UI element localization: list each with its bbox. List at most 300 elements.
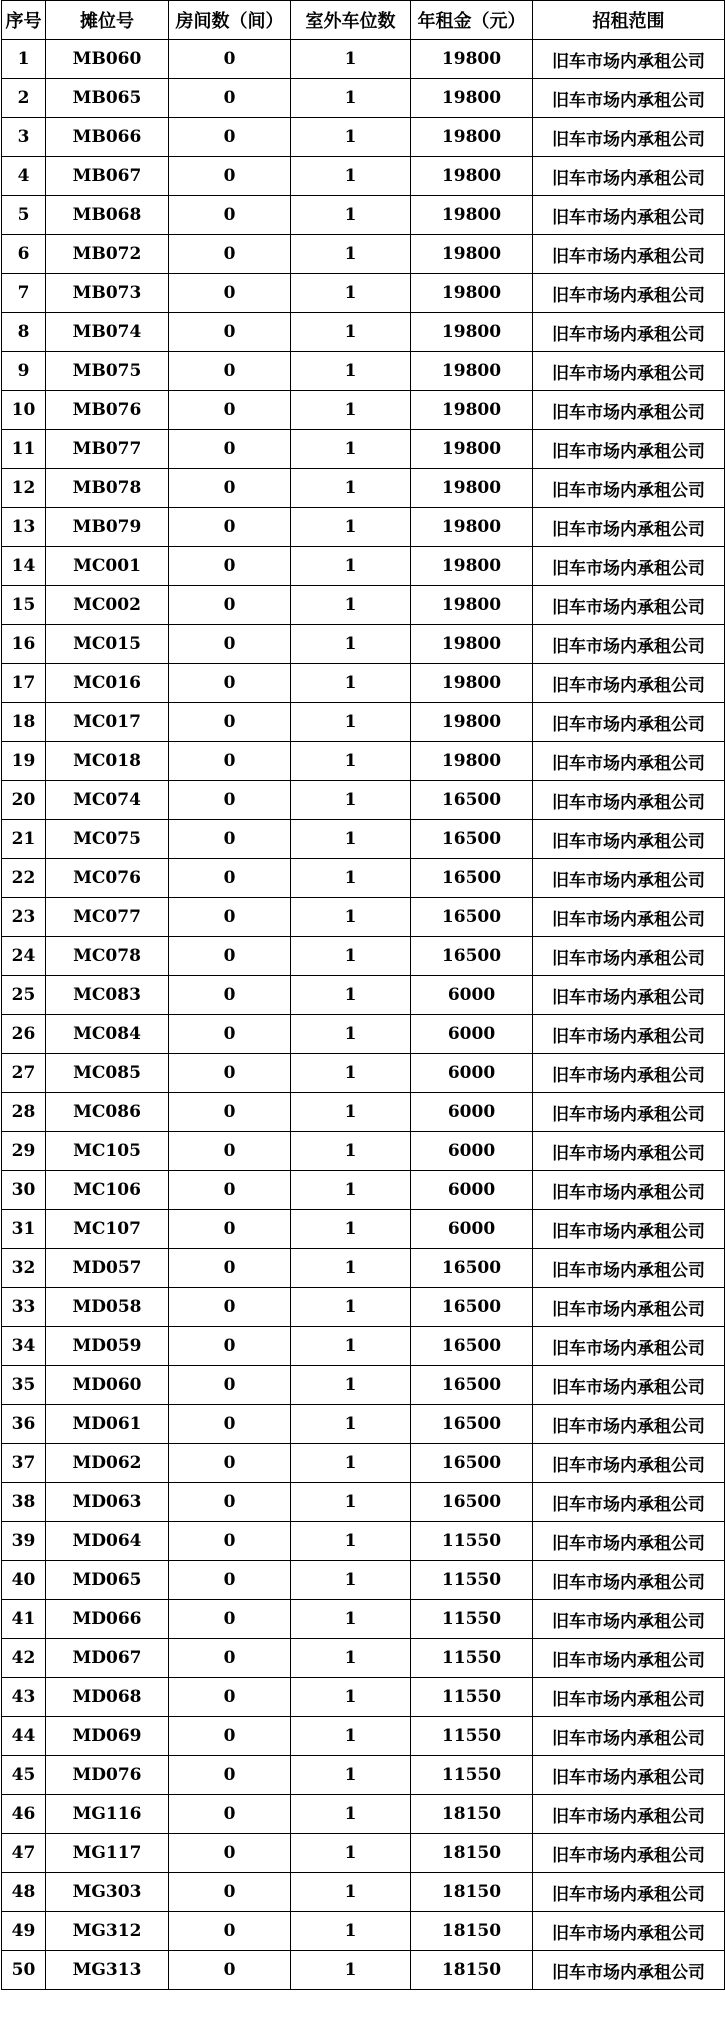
cell-index: 45 [2, 1756, 46, 1795]
cell-rental-scope: 旧车市场内承租公司 [533, 1366, 725, 1405]
cell-stall-number: MC085 [46, 1054, 169, 1093]
table-row [2, 235, 725, 274]
cell-outdoor-parking: 1 [291, 1015, 411, 1054]
cell-index: 10 [2, 391, 46, 430]
cell-room-count: 0 [169, 196, 291, 235]
cell-index: 24 [2, 937, 46, 976]
table-row [2, 898, 725, 937]
cell-stall-number: MD060 [46, 1366, 169, 1405]
table-row [2, 79, 725, 118]
cell-outdoor-parking: 1 [291, 1444, 411, 1483]
cell-rental-scope: 旧车市场内承租公司 [533, 1912, 725, 1951]
cell-annual-rent: 16500 [411, 1366, 533, 1405]
cell-room-count: 0 [169, 1015, 291, 1054]
table-row [2, 1912, 725, 1951]
cell-annual-rent: 11550 [411, 1717, 533, 1756]
cell-stall-number: MD066 [46, 1600, 169, 1639]
table-row [2, 742, 725, 781]
cell-outdoor-parking: 1 [291, 625, 411, 664]
cell-stall-number: MD064 [46, 1522, 169, 1561]
cell-rental-scope: 旧车市场内承租公司 [533, 703, 725, 742]
cell-stall-number: MB076 [46, 391, 169, 430]
table-row [2, 1288, 725, 1327]
cell-index: 29 [2, 1132, 46, 1171]
table-row [2, 1639, 725, 1678]
cell-outdoor-parking: 1 [291, 1756, 411, 1795]
cell-room-count: 0 [169, 1600, 291, 1639]
cell-stall-number: MC086 [46, 1093, 169, 1132]
cell-annual-rent: 6000 [411, 1054, 533, 1093]
cell-stall-number: MC078 [46, 937, 169, 976]
table-row [2, 274, 725, 313]
cell-room-count: 0 [169, 1639, 291, 1678]
cell-rental-scope: 旧车市场内承租公司 [533, 1405, 725, 1444]
cell-annual-rent: 11550 [411, 1561, 533, 1600]
cell-annual-rent: 19800 [411, 235, 533, 274]
cell-room-count: 0 [169, 391, 291, 430]
cell-rental-scope: 旧车市场内承租公司 [533, 352, 725, 391]
cell-rental-scope: 旧车市场内承租公司 [533, 1873, 725, 1912]
cell-room-count: 0 [169, 937, 291, 976]
header-rental-scope: 招租范围 [533, 1, 725, 40]
cell-room-count: 0 [169, 742, 291, 781]
cell-stall-number: MG117 [46, 1834, 169, 1873]
cell-index: 14 [2, 547, 46, 586]
table-row [2, 1210, 725, 1249]
cell-stall-number: MD063 [46, 1483, 169, 1522]
table-row [2, 1873, 725, 1912]
cell-annual-rent: 16500 [411, 820, 533, 859]
cell-rental-scope: 旧车市场内承租公司 [533, 1093, 725, 1132]
cell-annual-rent: 16500 [411, 1444, 533, 1483]
cell-index: 38 [2, 1483, 46, 1522]
table-row [2, 547, 725, 586]
cell-room-count: 0 [169, 1717, 291, 1756]
cell-rental-scope: 旧车市场内承租公司 [533, 1717, 725, 1756]
cell-stall-number: MD069 [46, 1717, 169, 1756]
cell-room-count: 0 [169, 157, 291, 196]
table-row [2, 157, 725, 196]
cell-room-count: 0 [169, 1093, 291, 1132]
cell-room-count: 0 [169, 1483, 291, 1522]
header-room-count: 房间数（间） [169, 1, 291, 40]
cell-stall-number: MC002 [46, 586, 169, 625]
header-outdoor-parking: 室外车位数 [291, 1, 411, 40]
cell-rental-scope: 旧车市场内承租公司 [533, 313, 725, 352]
table-row [2, 430, 725, 469]
cell-annual-rent: 19800 [411, 703, 533, 742]
cell-index: 5 [2, 196, 46, 235]
cell-annual-rent: 19800 [411, 40, 533, 79]
cell-index: 11 [2, 430, 46, 469]
cell-index: 30 [2, 1171, 46, 1210]
cell-stall-number: MB077 [46, 430, 169, 469]
cell-index: 35 [2, 1366, 46, 1405]
cell-annual-rent: 19800 [411, 157, 533, 196]
cell-annual-rent: 11550 [411, 1639, 533, 1678]
cell-index: 2 [2, 79, 46, 118]
cell-rental-scope: 旧车市场内承租公司 [533, 274, 725, 313]
table-row [2, 1834, 725, 1873]
cell-stall-number: MC017 [46, 703, 169, 742]
cell-outdoor-parking: 1 [291, 1678, 411, 1717]
cell-stall-number: MB079 [46, 508, 169, 547]
cell-rental-scope: 旧车市场内承租公司 [533, 1522, 725, 1561]
cell-room-count: 0 [169, 820, 291, 859]
cell-stall-number: MD058 [46, 1288, 169, 1327]
cell-annual-rent: 19800 [411, 274, 533, 313]
cell-index: 39 [2, 1522, 46, 1561]
cell-outdoor-parking: 1 [291, 937, 411, 976]
cell-room-count: 0 [169, 625, 291, 664]
cell-outdoor-parking: 1 [291, 781, 411, 820]
cell-stall-number: MB075 [46, 352, 169, 391]
cell-annual-rent: 18150 [411, 1834, 533, 1873]
header-index: 序号 [2, 1, 46, 40]
table-row [2, 40, 725, 79]
cell-index: 36 [2, 1405, 46, 1444]
cell-stall-number: MD059 [46, 1327, 169, 1366]
table-row [2, 781, 725, 820]
cell-annual-rent: 6000 [411, 1093, 533, 1132]
cell-room-count: 0 [169, 1951, 291, 1990]
cell-stall-number: MC001 [46, 547, 169, 586]
table-row [2, 1054, 725, 1093]
table-row [2, 820, 725, 859]
cell-rental-scope: 旧车市场内承租公司 [533, 664, 725, 703]
cell-index: 42 [2, 1639, 46, 1678]
cell-rental-scope: 旧车市场内承租公司 [533, 1639, 725, 1678]
table-row [2, 703, 725, 742]
cell-annual-rent: 6000 [411, 1015, 533, 1054]
cell-room-count: 0 [169, 664, 291, 703]
cell-index: 27 [2, 1054, 46, 1093]
cell-index: 31 [2, 1210, 46, 1249]
cell-stall-number: MD061 [46, 1405, 169, 1444]
cell-index: 1 [2, 40, 46, 79]
cell-stall-number: MG313 [46, 1951, 169, 1990]
cell-stall-number: MB067 [46, 157, 169, 196]
table-row [2, 625, 725, 664]
table-row [2, 1600, 725, 1639]
cell-room-count: 0 [169, 469, 291, 508]
cell-stall-number: MC083 [46, 976, 169, 1015]
cell-outdoor-parking: 1 [291, 1873, 411, 1912]
table-row [2, 313, 725, 352]
table-row [2, 1327, 725, 1366]
cell-outdoor-parking: 1 [291, 898, 411, 937]
cell-annual-rent: 18150 [411, 1873, 533, 1912]
cell-rental-scope: 旧车市场内承租公司 [533, 118, 725, 157]
cell-outdoor-parking: 1 [291, 79, 411, 118]
cell-room-count: 0 [169, 1327, 291, 1366]
cell-stall-number: MB068 [46, 196, 169, 235]
table-row [2, 1015, 725, 1054]
cell-rental-scope: 旧车市场内承租公司 [533, 1951, 725, 1990]
cell-index: 19 [2, 742, 46, 781]
cell-stall-number: MB074 [46, 313, 169, 352]
cell-outdoor-parking: 1 [291, 157, 411, 196]
cell-rental-scope: 旧车市场内承租公司 [533, 742, 725, 781]
cell-rental-scope: 旧车市场内承租公司 [533, 820, 725, 859]
cell-index: 37 [2, 1444, 46, 1483]
cell-outdoor-parking: 1 [291, 1483, 411, 1522]
cell-room-count: 0 [169, 79, 291, 118]
cell-rental-scope: 旧车市场内承租公司 [533, 1600, 725, 1639]
cell-index: 46 [2, 1795, 46, 1834]
table-row [2, 937, 725, 976]
cell-outdoor-parking: 1 [291, 742, 411, 781]
cell-index: 40 [2, 1561, 46, 1600]
cell-rental-scope: 旧车市场内承租公司 [533, 1756, 725, 1795]
cell-index: 28 [2, 1093, 46, 1132]
cell-stall-number: MD076 [46, 1756, 169, 1795]
cell-outdoor-parking: 1 [291, 547, 411, 586]
cell-annual-rent: 16500 [411, 1405, 533, 1444]
cell-room-count: 0 [169, 898, 291, 937]
cell-annual-rent: 19800 [411, 547, 533, 586]
cell-outdoor-parking: 1 [291, 664, 411, 703]
cell-stall-number: MB078 [46, 469, 169, 508]
cell-room-count: 0 [169, 586, 291, 625]
table-row [2, 352, 725, 391]
cell-rental-scope: 旧车市场内承租公司 [533, 1834, 725, 1873]
cell-index: 48 [2, 1873, 46, 1912]
cell-room-count: 0 [169, 1132, 291, 1171]
cell-rental-scope: 旧车市场内承租公司 [533, 1171, 725, 1210]
table-body [2, 40, 725, 1990]
cell-rental-scope: 旧车市场内承租公司 [533, 625, 725, 664]
cell-room-count: 0 [169, 235, 291, 274]
cell-index: 6 [2, 235, 46, 274]
cell-index: 3 [2, 118, 46, 157]
table-row [2, 1756, 725, 1795]
cell-outdoor-parking: 1 [291, 40, 411, 79]
cell-index: 15 [2, 586, 46, 625]
cell-index: 16 [2, 625, 46, 664]
cell-annual-rent: 19800 [411, 430, 533, 469]
cell-index: 9 [2, 352, 46, 391]
cell-outdoor-parking: 1 [291, 235, 411, 274]
cell-outdoor-parking: 1 [291, 1327, 411, 1366]
cell-outdoor-parking: 1 [291, 1366, 411, 1405]
cell-outdoor-parking: 1 [291, 1951, 411, 1990]
table-row [2, 1678, 725, 1717]
cell-outdoor-parking: 1 [291, 976, 411, 1015]
cell-outdoor-parking: 1 [291, 1405, 411, 1444]
cell-room-count: 0 [169, 1561, 291, 1600]
cell-stall-number: MD068 [46, 1678, 169, 1717]
cell-stall-number: MC107 [46, 1210, 169, 1249]
cell-rental-scope: 旧车市场内承租公司 [533, 1132, 725, 1171]
table-row [2, 859, 725, 898]
cell-stall-number: MC018 [46, 742, 169, 781]
cell-stall-number: MG116 [46, 1795, 169, 1834]
cell-room-count: 0 [169, 1288, 291, 1327]
cell-index: 47 [2, 1834, 46, 1873]
cell-outdoor-parking: 1 [291, 859, 411, 898]
cell-stall-number: MC077 [46, 898, 169, 937]
cell-index: 33 [2, 1288, 46, 1327]
cell-index: 23 [2, 898, 46, 937]
cell-rental-scope: 旧车市场内承租公司 [533, 976, 725, 1015]
cell-index: 18 [2, 703, 46, 742]
cell-outdoor-parking: 1 [291, 1717, 411, 1756]
cell-annual-rent: 19800 [411, 391, 533, 430]
cell-annual-rent: 18150 [411, 1951, 533, 1990]
cell-room-count: 0 [169, 781, 291, 820]
cell-outdoor-parking: 1 [291, 1522, 411, 1561]
cell-room-count: 0 [169, 430, 291, 469]
cell-stall-number: MB066 [46, 118, 169, 157]
cell-room-count: 0 [169, 1756, 291, 1795]
cell-rental-scope: 旧车市场内承租公司 [533, 898, 725, 937]
cell-index: 41 [2, 1600, 46, 1639]
table-row [2, 1405, 725, 1444]
cell-rental-scope: 旧车市场内承租公司 [533, 1054, 725, 1093]
cell-stall-number: MC075 [46, 820, 169, 859]
cell-room-count: 0 [169, 859, 291, 898]
cell-room-count: 0 [169, 1795, 291, 1834]
cell-index: 26 [2, 1015, 46, 1054]
cell-rental-scope: 旧车市场内承租公司 [533, 235, 725, 274]
cell-rental-scope: 旧车市场内承租公司 [533, 1327, 725, 1366]
cell-rental-scope: 旧车市场内承租公司 [533, 430, 725, 469]
cell-rental-scope: 旧车市场内承租公司 [533, 1678, 725, 1717]
cell-stall-number: MG312 [46, 1912, 169, 1951]
cell-index: 17 [2, 664, 46, 703]
cell-stall-number: MB065 [46, 79, 169, 118]
cell-rental-scope: 旧车市场内承租公司 [533, 1288, 725, 1327]
cell-annual-rent: 6000 [411, 976, 533, 1015]
cell-annual-rent: 19800 [411, 313, 533, 352]
cell-rental-scope: 旧车市场内承租公司 [533, 1015, 725, 1054]
cell-rental-scope: 旧车市场内承租公司 [533, 1483, 725, 1522]
cell-stall-number: MB072 [46, 235, 169, 274]
cell-room-count: 0 [169, 1210, 291, 1249]
cell-annual-rent: 19800 [411, 664, 533, 703]
table-row [2, 391, 725, 430]
cell-rental-scope: 旧车市场内承租公司 [533, 508, 725, 547]
cell-index: 34 [2, 1327, 46, 1366]
cell-annual-rent: 16500 [411, 1327, 533, 1366]
cell-annual-rent: 19800 [411, 586, 533, 625]
cell-outdoor-parking: 1 [291, 1093, 411, 1132]
table-row [2, 1561, 725, 1600]
table-row [2, 469, 725, 508]
cell-annual-rent: 16500 [411, 1249, 533, 1288]
cell-annual-rent: 19800 [411, 508, 533, 547]
cell-outdoor-parking: 1 [291, 118, 411, 157]
table-row [2, 1951, 725, 1990]
cell-annual-rent: 19800 [411, 742, 533, 781]
cell-outdoor-parking: 1 [291, 391, 411, 430]
cell-room-count: 0 [169, 118, 291, 157]
cell-annual-rent: 16500 [411, 1483, 533, 1522]
header-stall-number: 摊位号 [46, 1, 169, 40]
cell-room-count: 0 [169, 1678, 291, 1717]
table-row [2, 1483, 725, 1522]
cell-index: 4 [2, 157, 46, 196]
cell-outdoor-parking: 1 [291, 1639, 411, 1678]
cell-index: 20 [2, 781, 46, 820]
cell-annual-rent: 11550 [411, 1600, 533, 1639]
cell-index: 7 [2, 274, 46, 313]
cell-room-count: 0 [169, 547, 291, 586]
cell-annual-rent: 11550 [411, 1678, 533, 1717]
cell-rental-scope: 旧车市场内承租公司 [533, 1249, 725, 1288]
cell-annual-rent: 16500 [411, 898, 533, 937]
cell-rental-scope: 旧车市场内承租公司 [533, 937, 725, 976]
table-row [2, 1366, 725, 1405]
cell-index: 8 [2, 313, 46, 352]
cell-index: 32 [2, 1249, 46, 1288]
table-row [2, 1249, 725, 1288]
table-row [2, 664, 725, 703]
table-row [2, 196, 725, 235]
table-row [2, 1522, 725, 1561]
cell-outdoor-parking: 1 [291, 1561, 411, 1600]
cell-rental-scope: 旧车市场内承租公司 [533, 547, 725, 586]
cell-stall-number: MC106 [46, 1171, 169, 1210]
cell-index: 13 [2, 508, 46, 547]
cell-rental-scope: 旧车市场内承租公司 [533, 391, 725, 430]
cell-room-count: 0 [169, 976, 291, 1015]
cell-index: 21 [2, 820, 46, 859]
cell-index: 43 [2, 1678, 46, 1717]
cell-stall-number: MB060 [46, 40, 169, 79]
table-row [2, 1132, 725, 1171]
cell-room-count: 0 [169, 1834, 291, 1873]
table-row [2, 508, 725, 547]
cell-outdoor-parking: 1 [291, 1249, 411, 1288]
cell-index: 25 [2, 976, 46, 1015]
cell-stall-number: MD062 [46, 1444, 169, 1483]
cell-annual-rent: 16500 [411, 1288, 533, 1327]
cell-room-count: 0 [169, 1522, 291, 1561]
cell-index: 22 [2, 859, 46, 898]
cell-rental-scope: 旧车市场内承租公司 [533, 157, 725, 196]
table-row [2, 118, 725, 157]
cell-stall-number: MC084 [46, 1015, 169, 1054]
cell-room-count: 0 [169, 1444, 291, 1483]
cell-stall-number: MB073 [46, 274, 169, 313]
cell-outdoor-parking: 1 [291, 1132, 411, 1171]
cell-rental-scope: 旧车市场内承租公司 [533, 781, 725, 820]
cell-index: 50 [2, 1951, 46, 1990]
cell-rental-scope: 旧车市场内承租公司 [533, 1561, 725, 1600]
cell-annual-rent: 18150 [411, 1795, 533, 1834]
cell-stall-number: MG303 [46, 1873, 169, 1912]
cell-outdoor-parking: 1 [291, 313, 411, 352]
cell-stall-number: MC074 [46, 781, 169, 820]
cell-rental-scope: 旧车市场内承租公司 [533, 586, 725, 625]
table-row [2, 1795, 725, 1834]
cell-rental-scope: 旧车市场内承租公司 [533, 469, 725, 508]
cell-annual-rent: 11550 [411, 1756, 533, 1795]
cell-room-count: 0 [169, 508, 291, 547]
cell-stall-number: MC016 [46, 664, 169, 703]
cell-outdoor-parking: 1 [291, 1600, 411, 1639]
cell-annual-rent: 11550 [411, 1522, 533, 1561]
cell-annual-rent: 19800 [411, 118, 533, 157]
cell-outdoor-parking: 1 [291, 274, 411, 313]
cell-outdoor-parking: 1 [291, 586, 411, 625]
cell-annual-rent: 19800 [411, 196, 533, 235]
cell-room-count: 0 [169, 1171, 291, 1210]
cell-rental-scope: 旧车市场内承租公司 [533, 859, 725, 898]
table-row [2, 976, 725, 1015]
